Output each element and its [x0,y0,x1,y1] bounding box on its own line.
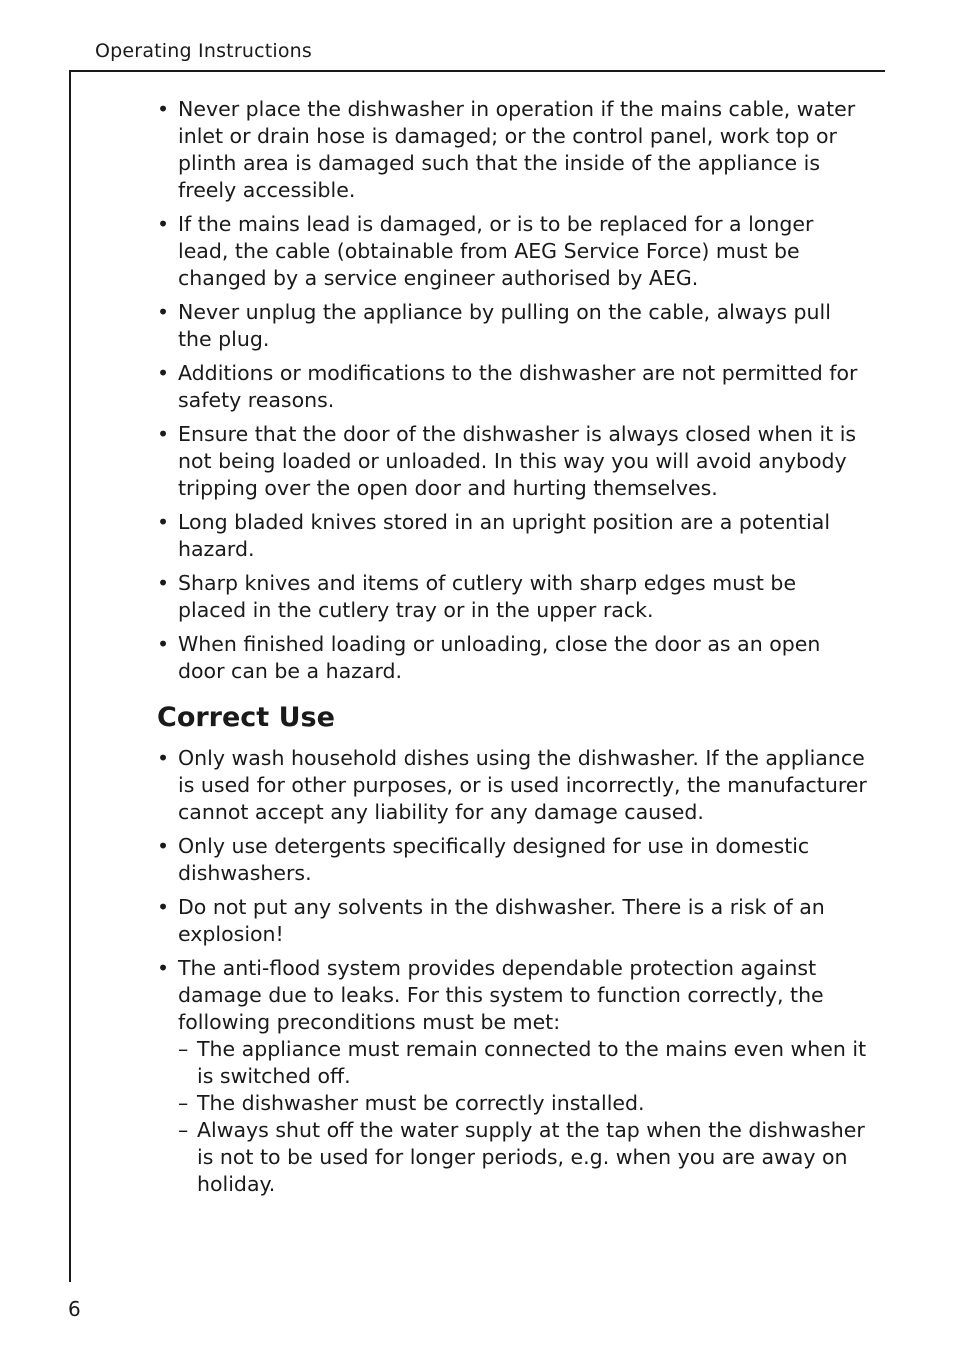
bullet-icon: • [157,97,170,121]
safety-bullet-list [157,96,867,685]
correct-use-bullet-list [157,745,867,1198]
list-item [157,211,867,292]
bullet-icon: • [157,510,170,534]
bullet-icon: • [157,571,170,595]
list-item-text: Sharp knives and items of cutlery with sharp edges must be placed in the cutlery tray or in the upper rack. [178,571,797,622]
list-item [157,570,867,624]
sub-list-item-text: Always shut off the water supply at the tap when the dishwasher is not to be used for longer periods, e.g. when you are away on holiday. [197,1118,865,1196]
list-item-text: If the mains lead is damaged, or is to be replaced for a longer lead, the cable (obtainable from AEG Service Force) must be changed by a service engineer authorised by AEG. [178,212,814,290]
sub-list-item-text: The dishwasher must be correctly installed. [197,1091,645,1115]
list-item-text: Never place the dishwasher in operation if the mains cable, water inlet or drain hose is damaged; or the control panel, work top or plinth area is damaged such that the inside of the appliance is freely accessible. [178,97,856,202]
list-item-text: Long bladed knives stored in an upright position are a potential hazard. [178,510,831,561]
list-item-text: Only wash household dishes using the dishwasher. If the appliance is used for other purposes, or is used incorrectly, the manufacturer cannot accept any liability for any damage caused. [178,746,867,824]
header-rule [69,70,885,72]
list-item-text: Do not put any solvents in the dishwasher. There is a risk of an explosion! [178,895,825,946]
sub-list-item [178,1117,867,1198]
list-item [157,894,867,948]
sub-list-item [178,1036,867,1090]
list-item-text: Only use detergents specifically designed for use in domestic dishwashers. [178,834,810,885]
list-item [157,421,867,502]
list-item [157,360,867,414]
list-item [157,631,867,685]
section-heading-correct-use: Correct Use [157,702,335,733]
bullet-icon: • [157,632,170,656]
bullet-icon: • [157,361,170,385]
list-item-text: Never unplug the appliance by pulling on the cable, always pull the plug. [178,300,831,351]
dash-icon: – [178,1037,189,1061]
bullet-icon: • [157,212,170,236]
page-content [157,96,867,1205]
list-item [157,955,867,1198]
sub-list-item-text: The appliance must remain connected to the mains even when it is switched off. [197,1037,867,1088]
list-item [157,833,867,887]
bullet-icon: • [157,895,170,919]
bullet-icon: • [157,422,170,446]
list-item-text: Additions or modifications to the dishwasher are not permitted for safety reasons. [178,361,858,412]
list-item [157,96,867,204]
dash-icon: – [178,1091,189,1115]
list-item [157,299,867,353]
list-item-text: When finished loading or unloading, close the door as an open door can be a hazard. [178,632,821,683]
precondition-sub-list [178,1036,867,1198]
bullet-icon: • [157,834,170,858]
dash-icon: – [178,1118,189,1142]
bullet-icon: • [157,746,170,770]
list-item [157,745,867,826]
list-item [157,509,867,563]
bullet-icon: • [157,956,170,980]
list-item-text: Ensure that the door of the dishwasher is always closed when it is not being loaded or unloaded. In this way you will avoid anybody tripping over the open door and hurting themselves. [178,422,857,500]
sub-list-item [178,1090,867,1117]
page-number: 6 [68,1297,81,1321]
bullet-icon: • [157,300,170,324]
page-header-label: Operating Instructions [95,40,313,62]
left-margin-rule [69,70,71,1282]
list-item-text: The anti-flood system provides dependable protection against damage due to leaks. For this system to function correctly, the following preconditions must be met: [178,956,824,1034]
